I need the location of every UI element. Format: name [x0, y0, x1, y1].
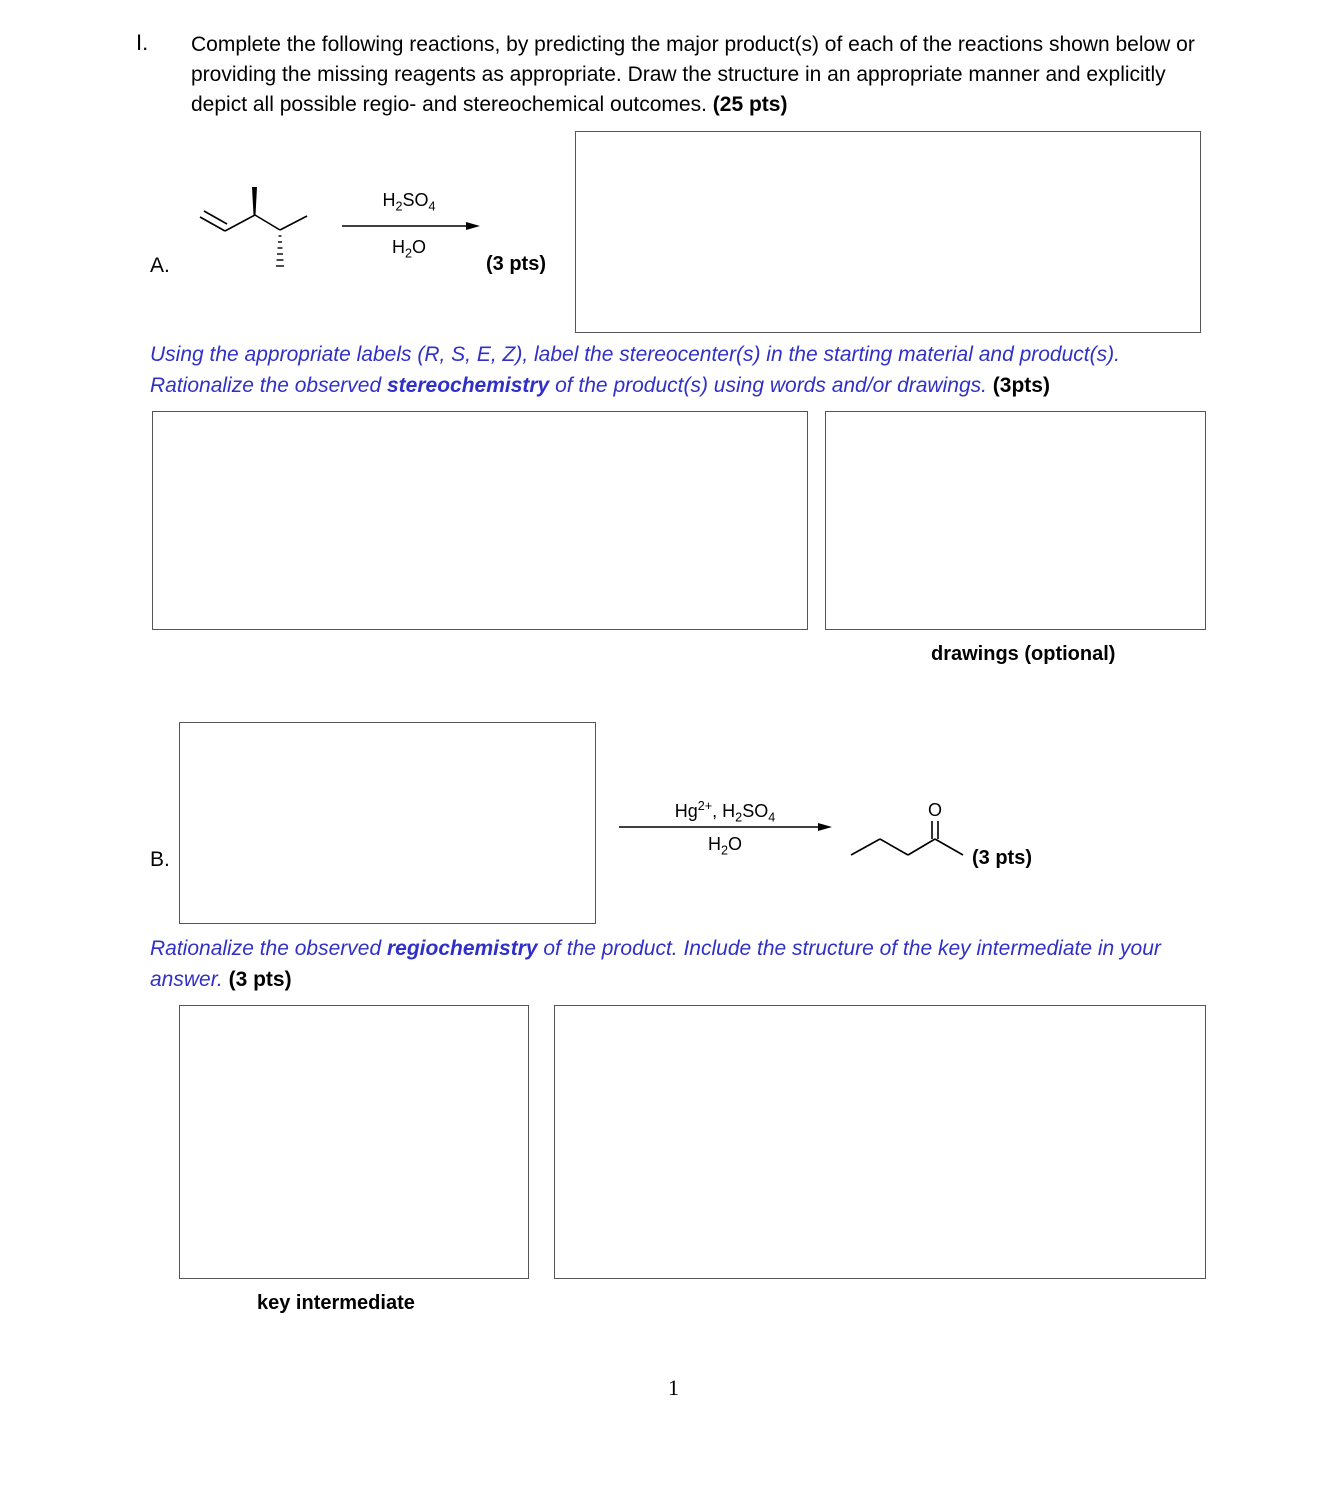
starting-alkene-structure — [195, 180, 315, 275]
question-line-1: Using the appropriate labels (R, S, E, Z), label the stereocenter(s) in the starting material and product(s). — [150, 343, 1120, 366]
part-a-reaction-arrow — [342, 220, 482, 232]
part-a-reagent-top: $H_2SO_4$ — [382, 190, 436, 214]
part-a-points: (3 pts) — [486, 253, 546, 275]
hash-bond-methyl — [276, 236, 284, 266]
part-b-reaction-arrow — [619, 821, 834, 833]
carbonyl-oxygen-label: O — [927, 800, 943, 820]
part-b-starting-material-answer-box[interactable] — [179, 722, 596, 924]
alkene-double-bond-1 — [200, 217, 225, 231]
part-a-product-answer-box[interactable] — [575, 131, 1201, 333]
part-b-points: (3 pts) — [972, 847, 1032, 869]
chain-bond-1 — [225, 215, 255, 231]
part-a-reagent-bottom: $H_2O$ — [391, 237, 427, 261]
page-number: 1 — [668, 1375, 679, 1400]
ketone-chain-bond-3 — [908, 839, 935, 855]
question-line-2: Rationalize the observed stereochemistry of the product(s) using words and/or drawings. (3pts) — [150, 374, 1050, 397]
part-a-label: A. — [150, 254, 170, 277]
section-number: I. — [136, 30, 149, 55]
instructions — [191, 30, 1211, 120]
chain-bond-2 — [255, 215, 280, 230]
ketone-chain-bond-4 — [935, 839, 963, 855]
part-a-stereochemistry-question — [150, 339, 1250, 401]
ketone-chain-bond-1 — [851, 839, 880, 855]
drawings-optional-caption: drawings (optional) — [931, 643, 1116, 665]
instructions-text: Complete the following reactions, by predicting the major product(s) of each of the reactions shown below or providing the missing reagents as appropriate. Draw the structure in an appropriate manner and explicitly depict all possible regio- and stereochemical outcomes. — [191, 33, 1195, 116]
ketone-product-structure — [845, 795, 970, 865]
part-a-drawings-box[interactable] — [825, 411, 1206, 630]
part-a-rationale-answer-box[interactable] — [152, 411, 808, 630]
part-b-reagent-top: $Hg^{2+}$, $H_2SO_4$ — [674, 799, 776, 825]
wedge-bond-methyl — [252, 187, 257, 215]
total-points: (25 pts) — [712, 93, 788, 116]
part-b-reagent-bottom: $H_2O$ — [707, 834, 743, 858]
ketone-chain-bond-2 — [880, 839, 908, 855]
part-b-rationale-answer-box[interactable] — [554, 1005, 1206, 1279]
part-b-label: B. — [150, 848, 170, 871]
chain-bond-3 — [280, 216, 307, 230]
key-intermediate-answer-box[interactable] — [179, 1005, 529, 1279]
key-intermediate-caption: key intermediate — [257, 1292, 415, 1314]
part-b-regiochemistry-question: Rationalize the observed regiochemistry of the product. Include the structure of the key intermediate in your answer. (3 pts) — [150, 937, 1161, 991]
